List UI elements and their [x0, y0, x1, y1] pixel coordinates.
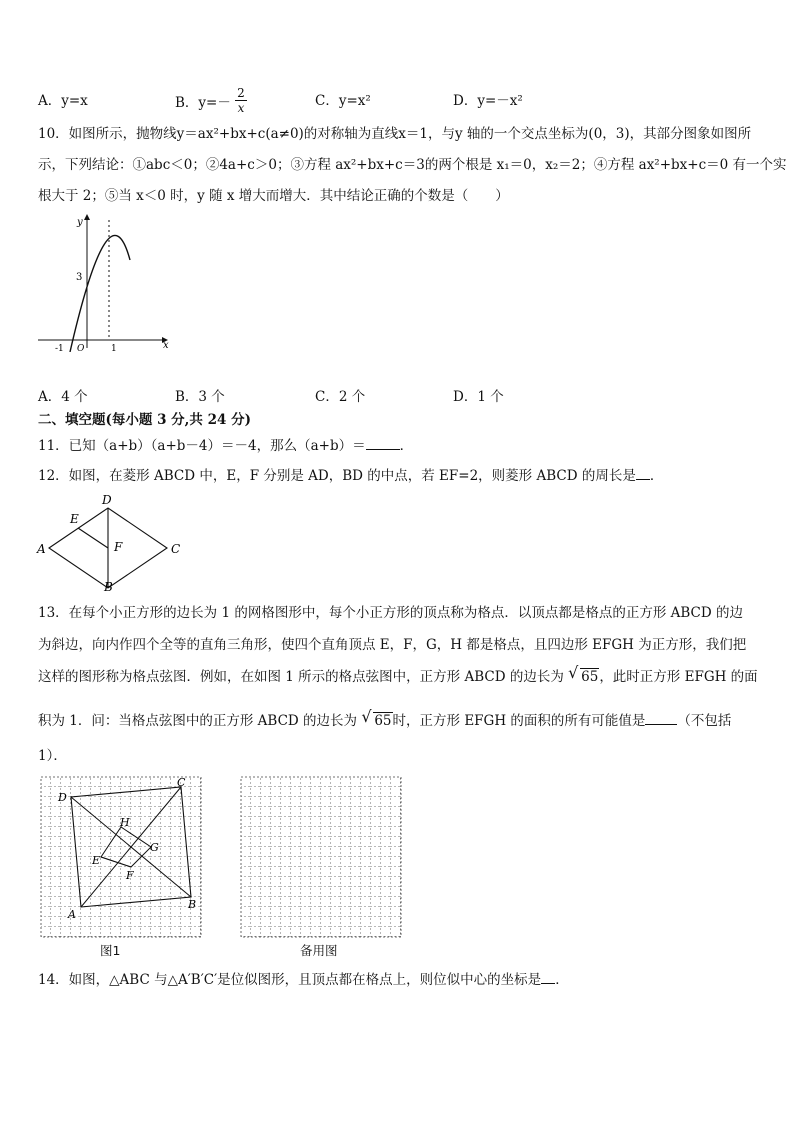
sqrt-65-a: √ 65 — [568, 663, 599, 685]
label-c: C — [171, 542, 181, 556]
q10-line-2: 示，下列结论：①abc＜0；②4a+c＞0；③方程 ax²+bx+c＝3的两个根是 x₁＝0，x₂＝2；④方程 ax²+bx+c＝0 有一个实 — [38, 157, 787, 173]
label-origin: O — [77, 344, 85, 352]
q12-rhombus-figure — [34, 492, 184, 594]
q11 — [38, 436, 413, 456]
q11-text: 11．已知（a+b）（a+b－4）＝－4，那么（a+b）＝ — [38, 438, 366, 454]
q13-spare-grid — [240, 776, 404, 940]
q10-option-b: B．3 个 — [175, 389, 225, 405]
label-e: E — [92, 854, 101, 867]
y-axis-arrow — [84, 214, 90, 220]
fraction-numerator: 2 — [237, 86, 245, 100]
q9-option-b — [175, 86, 247, 118]
label-b: B — [188, 898, 197, 911]
q14 — [38, 970, 569, 990]
q9-option-b-fraction — [235, 86, 247, 115]
sqrt-radicand: 65 — [581, 669, 599, 685]
q10-option-c: C．2 个 — [315, 389, 366, 405]
label-a: A — [37, 542, 46, 556]
q13-line-3 — [38, 663, 758, 687]
section-2-heading: 二、填空题(每小题 3 分,共 24 分) — [38, 412, 251, 428]
label-b: B — [104, 580, 113, 594]
sqrt-radicand: 65 — [374, 713, 392, 729]
q13-line-4-end: 时，正方形 EFGH 的面积的所有可能值是 — [392, 713, 646, 729]
q14-answer-blank — [541, 983, 555, 984]
q9-option-a: A．y=x — [38, 93, 88, 109]
q13-line-3-text: 这样的图形称为格点弦图．例如，在如图 1 所示的格点弦图中，正方形 ABCD 的边长为 — [38, 669, 564, 685]
label-e: E — [70, 512, 79, 526]
q14-end: ． — [555, 972, 569, 988]
q12-text: 12．如图，在菱形 ABCD 中，E，F 分别是 AD，BD 的中点，若 EF=2，则菱形 ABCD 的周长是 — [38, 468, 636, 484]
q10-line-3: 根大于 2；⑤当 x＜0 时，y 随 x 增大而增大．其中结论正确的个数是（ ） — [38, 188, 509, 204]
spare-grid-caption: 备用图 — [300, 943, 338, 958]
q9-option-b-prefix: B．y=－ — [175, 95, 231, 111]
parabola-curve — [70, 235, 130, 352]
fraction-denominator: x — [237, 101, 245, 115]
q13-answer-blank — [645, 724, 677, 725]
q13-line-3-end: ，此时正方形 EFGH 的面 — [599, 669, 758, 685]
q13-line-4 — [38, 707, 732, 731]
label-c: C — [177, 776, 186, 789]
q9-option-d: D．y=－x² — [453, 93, 523, 109]
label-d: D — [102, 493, 112, 507]
q13-line-4-text: 积为 1．问：当格点弦图中的正方形 ABCD 的边长为 — [38, 713, 358, 729]
label-g: G — [150, 841, 159, 854]
q10-option-a: A．4 个 — [38, 389, 88, 405]
q13-figure-1 — [40, 776, 204, 940]
q11-answer-blank — [366, 449, 400, 450]
q13-line-2: 为斜边，向内作四个全等的直角三角形，使四个直角顶点 E，F，G，H 都是格点，且四边形 EFGH 为正方形，我们把 — [38, 637, 747, 653]
label-a: A — [68, 908, 76, 921]
sqrt-65-b: √ 65 — [361, 707, 392, 729]
label-h: H — [120, 816, 130, 829]
x-axis-label: x — [163, 340, 169, 351]
q9-option-c: C．y=x² — [315, 93, 371, 109]
q10-line-1: 10．如图所示，抛物线y＝ax²+bx+c(a≠0)的对称轴为直线x＝1，与y 轴的一个交点坐标为(0，3)，其部分图象如图所 — [38, 126, 752, 142]
q12-answer-blank — [636, 479, 650, 480]
q12-end: ． — [649, 468, 664, 484]
label-neg1: -1 — [55, 344, 64, 352]
label-f: F — [126, 869, 134, 882]
q14-text: 14．如图，△ABC 与△A′B′C′是位似图形，且顶点都在格点上，则位似中心的坐标是 — [38, 972, 542, 988]
q12 — [38, 466, 663, 486]
q10-option-d: D．1 个 — [453, 389, 504, 405]
q11-end: ． — [399, 438, 414, 454]
q13-line-5: 1）． — [38, 748, 67, 764]
label-d: D — [58, 791, 67, 804]
segment-ef — [78, 528, 108, 548]
q13-line-1: 13．在每个小正方形的边长为 1 的网格图形中，每个小正方形的顶点称为格点．以顶点都是格点的正方形 ABCD 的边 — [38, 605, 744, 621]
q13-line-4-tail: （不包括 — [677, 713, 732, 729]
label-f: F — [114, 540, 123, 554]
figure-1-caption: 图1 — [100, 943, 121, 958]
q10-parabola-graph — [34, 212, 174, 352]
grid-background — [241, 777, 401, 937]
label-1: 1 — [111, 344, 117, 352]
y-axis-label: y — [77, 217, 83, 228]
label-3: 3 — [76, 272, 83, 283]
